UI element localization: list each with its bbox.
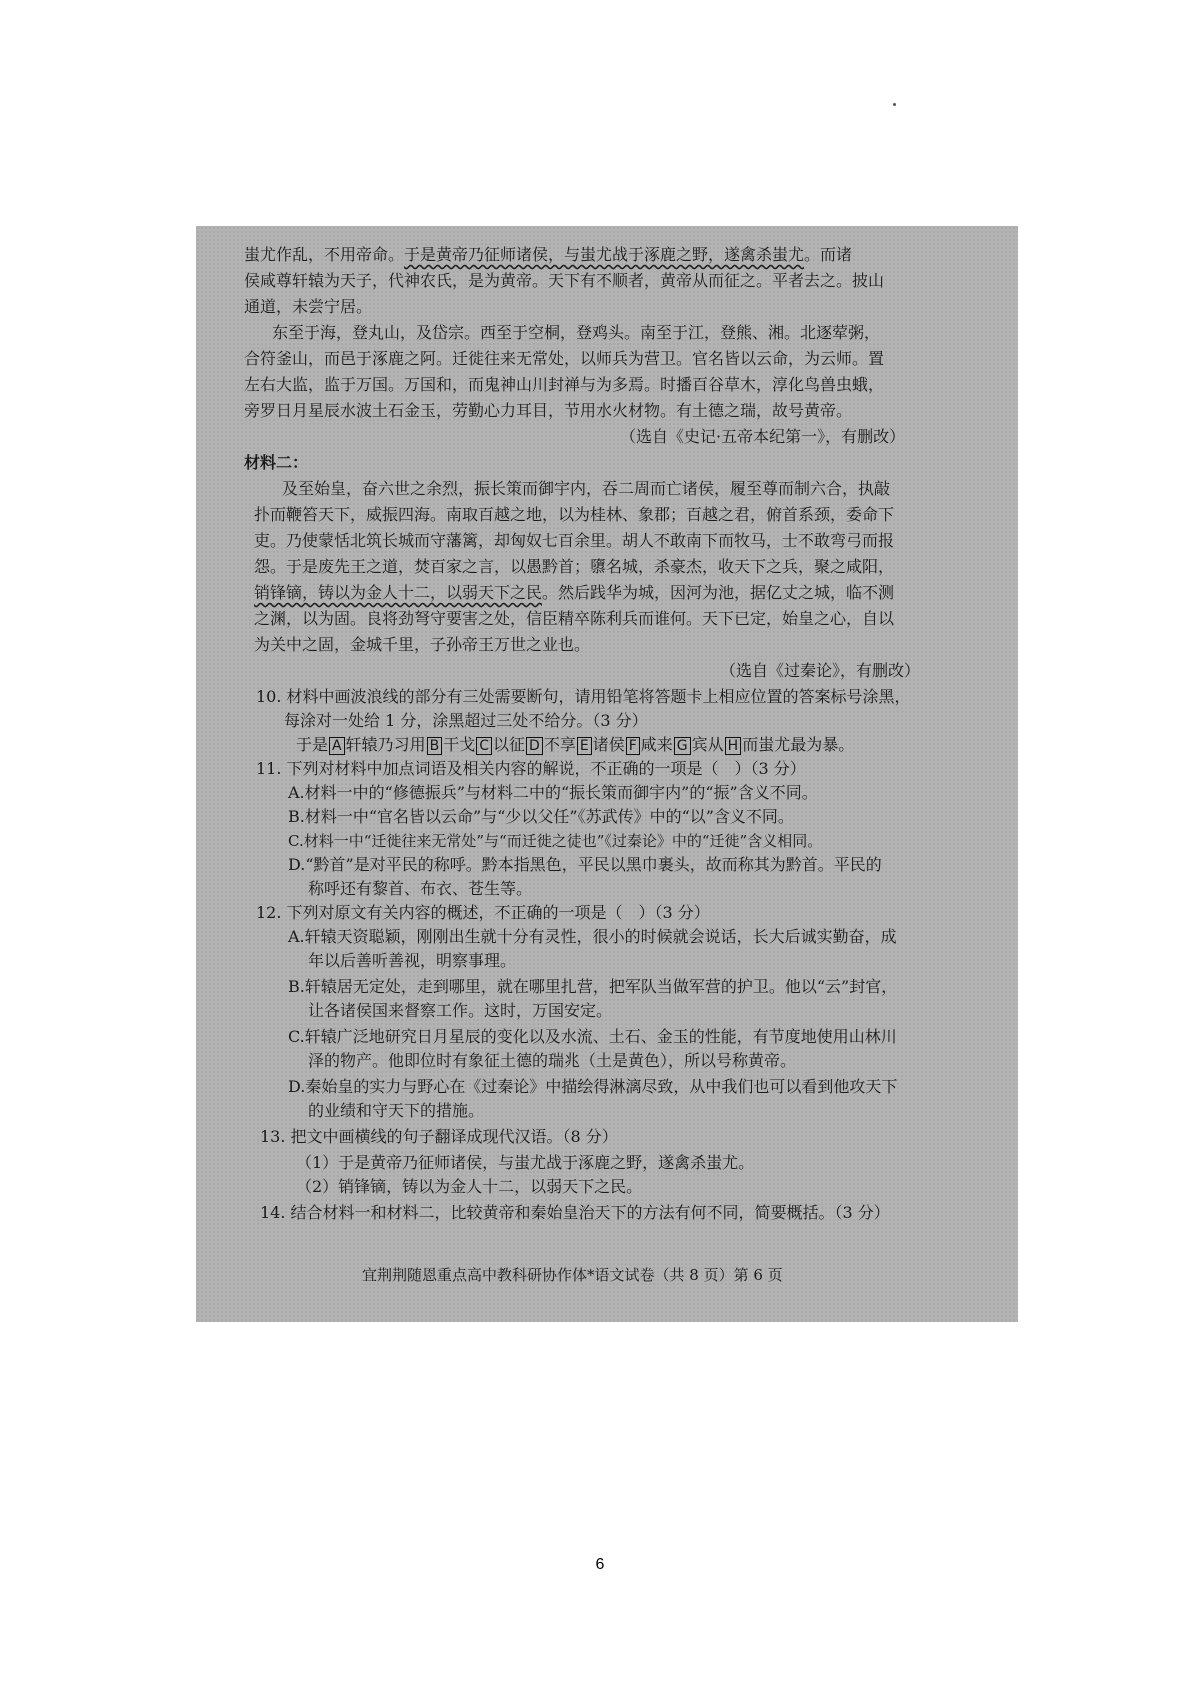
m1-line-7: 旁罗日月星辰水波土石金玉，劳勤心力耳目，节用水火材物。有土德之瑞，故号黄帝。 xyxy=(244,401,853,420)
m1-line-5: 合符釜山，而邑于涿鹿之阿。迁徙往来无常处，以师兵为营卫。官名皆以云命，为云师。置 xyxy=(244,349,885,368)
m1-line-1 xyxy=(244,244,852,266)
seg: 于是 xyxy=(296,735,329,754)
seg: 以征 xyxy=(493,735,526,754)
q13-stem: 13. 把文中画横线的句子翻译成现代汉语。（8 分） xyxy=(260,1127,618,1146)
m1-text-end: 。而诸 xyxy=(804,245,853,264)
q12-option-c-2: 泽的物产。他即位时有象征土德的瑞兆（土是黄色），所以号称黄帝。 xyxy=(308,1051,797,1070)
speck xyxy=(893,103,896,106)
m2-line-1: 及至始皇，奋六世之余烈，振长策而御宇内，吞二周而亡诸侯，履至尊而制六合，执敲 xyxy=(282,479,891,498)
scanned-exam-page xyxy=(196,226,1018,1322)
q12-option-d-2: 的业绩和守天下的措施。 xyxy=(308,1101,485,1120)
m1-source: （选自《史记·五帝本纪第一》，有删改） xyxy=(620,427,906,446)
q12-option-b-1: B.轩辕居无定处，走到哪里，就在哪里扎营，把军队当做军营的护卫。他以“云”封官， xyxy=(288,977,898,996)
q10-stem-2: 每涂对一处给 1 分，涂黑超过三处不给分。（3 分） xyxy=(284,711,648,730)
q12-option-c-1: C.轩辕广泛地研究日月星辰的变化以及水流、土石、金玉的性能，有节度地使用山林川 xyxy=(288,1027,897,1046)
m1-line-3: 通道，未尝宁居。 xyxy=(244,297,373,316)
seg: 而蚩尤最为暴。 xyxy=(742,735,855,754)
m1-underlined-sentence: 于是黄帝乃征师诸侯，与蚩尤战于涿鹿之野，遂禽杀蚩尤 xyxy=(404,245,805,264)
seg: 轩辕乃习用 xyxy=(345,735,426,754)
m1-line-4: 东至于海，登丸山，及岱宗。西至于空桐，登鸡头。南至于江，登熊、湘。北逐荤粥， xyxy=(272,323,881,342)
q12-stem: 12. 下列对原文有关内容的概述，不正确的一项是（ ）（3 分） xyxy=(256,903,710,922)
mark-box-g: G xyxy=(674,737,691,755)
m2-line-3: 吏。乃使蒙恬北筑长城而守藩篱，却匈奴七百余里。胡人不敢南下而牧马，士不敢弯弓而报 xyxy=(254,531,895,550)
mark-box-f: F xyxy=(626,737,640,755)
seg: 不享 xyxy=(543,735,576,754)
mark-box-b: B xyxy=(427,737,443,755)
q10-stem-1: 10. 材料中画波浪线的部分有三处需要断句，请用铅笔将答题卡上相应位置的答案标号涂黑， xyxy=(256,687,911,706)
mark-box-h: H xyxy=(725,737,742,755)
q11-option-b: B.材料一中“官名皆以云命”与“少以父任”《苏武传》中的“以”含义不同。 xyxy=(288,807,794,826)
m2-line-6: 之渊，以为固。良将劲弩守要害之处，信臣精卒陈利兵而谁何。天下已定，始皇之心，自以 xyxy=(254,609,895,628)
q11-option-d-2: 称呼还有黎首、布衣、苍生等。 xyxy=(308,879,533,898)
seg: 宾从 xyxy=(691,735,724,754)
seg: 干戈 xyxy=(443,735,476,754)
m2-title: 材料二： xyxy=(244,453,309,472)
m2-line-5 xyxy=(254,582,894,604)
q12-option-a-2: 年以后善听善视，明察事理。 xyxy=(308,951,517,970)
mark-box-a: A xyxy=(329,737,345,755)
m1-line-2: 侯咸尊轩辕为天子，代神农氏，是为黄帝。天下有不顺者，黄帝从而征之。平者去之。披山 xyxy=(244,271,885,290)
seg: 诸侯 xyxy=(592,735,625,754)
mark-box-d: D xyxy=(526,737,543,755)
q10-sentence xyxy=(296,734,854,756)
q14-stem: 14. 结合材料一和材料二，比较黄帝和秦始皇治天下的方法有何不同，简要概括。（3 分） xyxy=(260,1203,890,1222)
m2-underlined-sentence: 销锋镝，铸以为金人十二，以弱天下之民 xyxy=(254,583,543,602)
q12-option-d-1: D.秦始皇的实力与野心在《过秦论》中描绘得淋漓尽致，从中我们也可以看到他攻天下 xyxy=(288,1077,898,1096)
q12-option-a-1: A.轩辕天资聪颖，刚刚出生就十分有灵性，很小的时候就会说话，长大后诚实勤奋，成 xyxy=(288,927,897,946)
m2-source: （选自《过秦论》，有删改） xyxy=(720,661,921,680)
q13-sentence-2: （2）销锋镝，铸以为金人十二，以弱天下之民。 xyxy=(296,1177,643,1196)
mark-box-c: C xyxy=(476,737,492,755)
m1-text: 蚩尤作乱，不用帝命。 xyxy=(244,245,405,264)
q11-option-a: A.材料一中的“修德振兵”与材料二中的“振长策而御宇内”的“振”含义不同。 xyxy=(288,783,818,802)
m1-line-6: 左右大监，监于万国。万国和，而鬼神山川封禅与为多焉。时播百谷草木，淳化鸟兽虫蛾， xyxy=(244,375,885,394)
mark-box-e: E xyxy=(577,737,592,755)
m2-line-2: 扑而鞭笞天下，威振四海。南取百越之地，以为桂林、象郡；百越之君，俯首系颈，委命下 xyxy=(254,505,895,524)
m2-text-end: 。然后践华为城，因河为池，据亿丈之城，临不测 xyxy=(542,583,895,602)
q11-stem: 11. 下列对材料中加点词语及相关内容的解说，不正确的一项是（ ）（3 分） xyxy=(256,759,806,778)
exam-footer: 宜荆荆随恩重点高中教科研协作体*语文试卷（共 8 页）第 6 页 xyxy=(362,1266,783,1284)
page-number: 6 xyxy=(595,1556,605,1573)
q12-option-b-2: 让各诸侯国来督察工作。这时，万国安定。 xyxy=(308,1001,613,1020)
q11-option-c: C.材料一中“迁徙往来无常处”与“而迁徙之徒也”《过秦论》中的“迁徙”含义相同。 xyxy=(288,832,823,850)
q11-option-d-1: D.“黔首”是对平民的称呼。黔本指黑色，平民以黑巾裹头，故而称其为黔首。平民的 xyxy=(288,855,882,874)
m2-line-7: 为关中之固，金城千里，子孙帝王万世之业也。 xyxy=(254,635,591,654)
q13-sentence-1: （1）于是黄帝乃征师诸侯，与蚩尤战于涿鹿之野，遂禽杀蚩尤。 xyxy=(296,1153,755,1172)
m2-line-4: 怨。于是废先王之道，焚百家之言，以愚黔首；隳名城，杀豪杰，收天下之兵，聚之咸阳， xyxy=(254,557,895,576)
seg: 咸来 xyxy=(640,735,673,754)
